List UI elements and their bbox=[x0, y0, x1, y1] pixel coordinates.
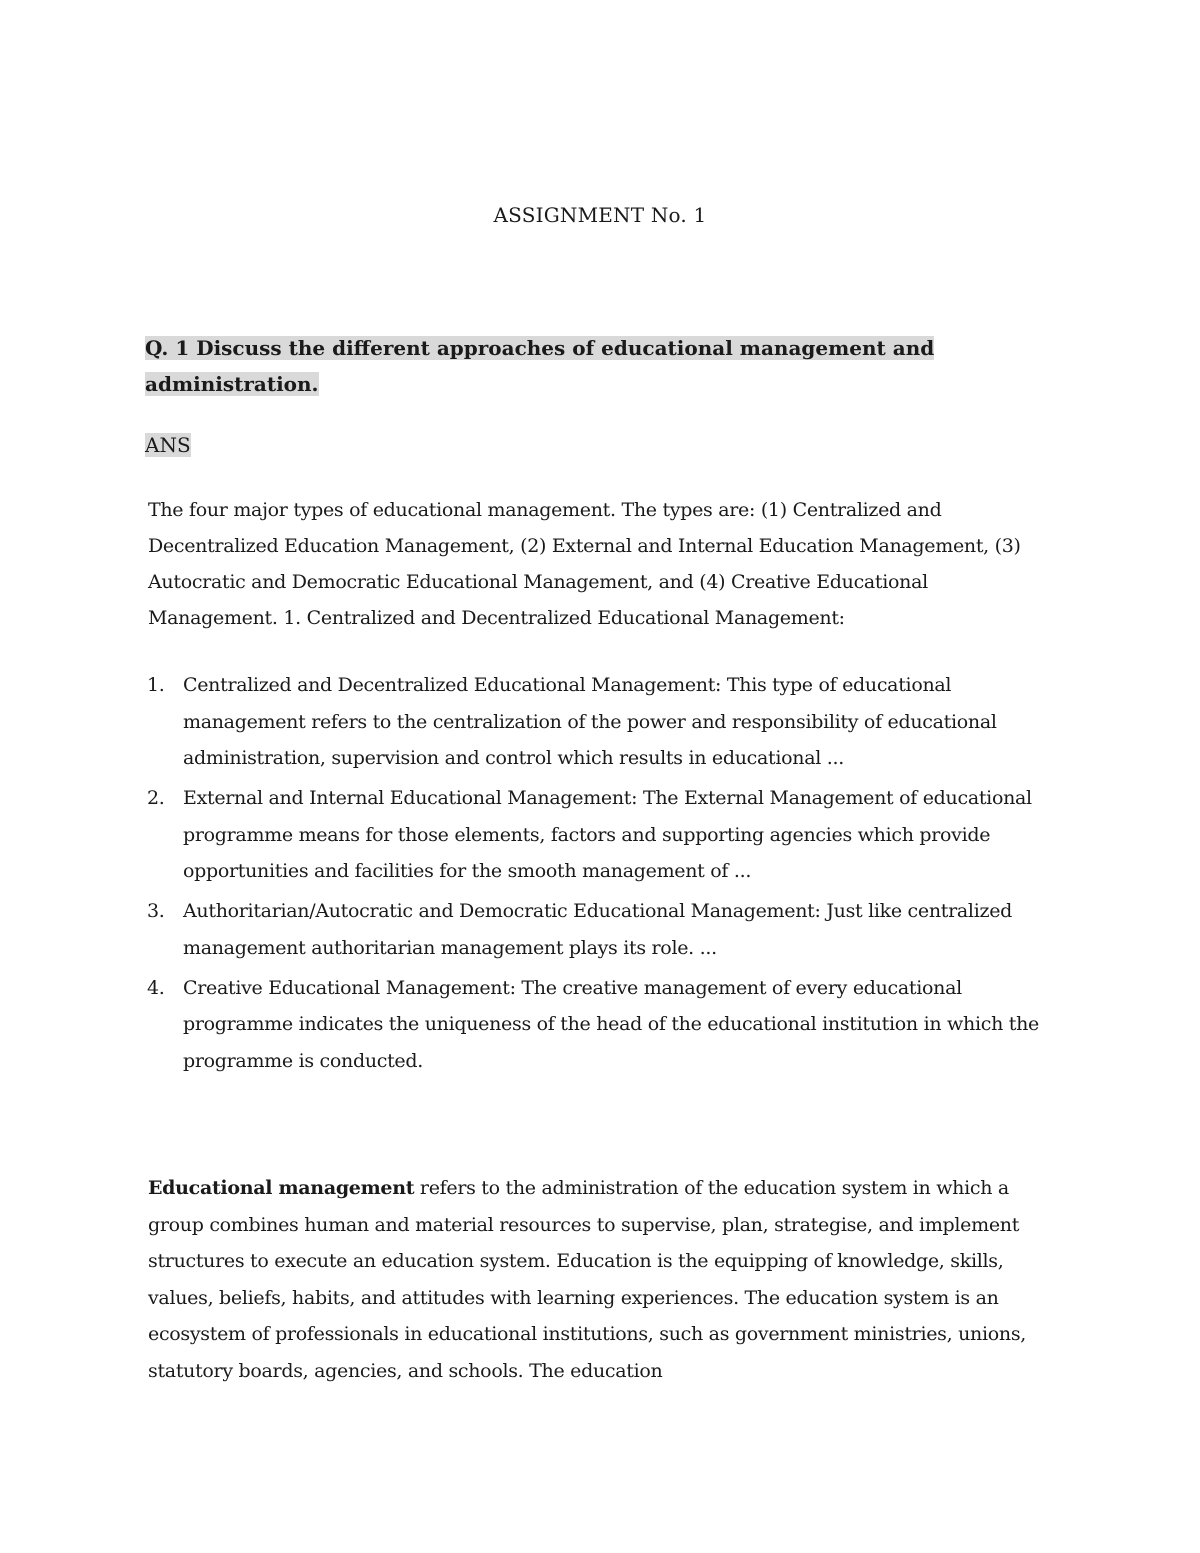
answer-label bbox=[145, 427, 191, 463]
list-item bbox=[145, 970, 1065, 1080]
list-item-text: Authoritarian/Autocratic and Democratic Educational Management: Just like centralized management authoritarian management plays its role. ... bbox=[183, 900, 1013, 959]
list-item-text: External and Internal Educational Management: The External Management of educational programme means for those elements, factors and supporting agencies which provide opportunities and facilities for the smooth management of ... bbox=[183, 787, 1032, 882]
definition-text: refers to the administration of the education system in which a group combines human and material resources to supervise, plan, strategise, and implement structures to execute an education system. Education is the equipping of knowledge, skills, values, beliefs, habits, and attitudes with learning experiences. The education system is an ecosystem of professionals in educational institutions, such as government ministries, unions, statutory boards, agencies, and schools. The education bbox=[148, 1177, 1027, 1382]
definition-paragraph bbox=[148, 1170, 1048, 1389]
question-line-2: administration. bbox=[145, 372, 319, 396]
question-heading bbox=[145, 330, 965, 402]
intro-paragraph: The four major types of educational management. The types are: (1) Centralized and Decentralized Education Management, (2) External and Internal Education Management, (3) Autocratic and Democratic Educational Management, and (4) Creative Educational Management. 1. Centralized and Decentralized Educational Management: bbox=[148, 499, 1021, 629]
list-item-number: 2. bbox=[147, 787, 165, 809]
question-line-1: Q. 1 Discuss the different approaches of educational management and bbox=[145, 336, 935, 360]
list-item-number: 3. bbox=[147, 900, 165, 922]
list-item bbox=[145, 893, 1065, 966]
answer-label-text: ANS bbox=[145, 433, 191, 457]
list-item-number: 1. bbox=[147, 674, 165, 696]
document-title: ASSIGNMENT No. 1 bbox=[493, 203, 707, 227]
list-item-text: Creative Educational Management: The creative management of every educational programme indicates the uniqueness of the head of the educational institution in which the programme is conducted. bbox=[183, 976, 1039, 1072]
list-item bbox=[145, 780, 1065, 890]
types-list bbox=[145, 667, 1065, 1083]
list-item-number: 4. bbox=[147, 976, 165, 999]
list-item bbox=[145, 667, 1065, 777]
list-item-text: Centralized and Decentralized Educational Management: This type of educational management refers to the centralization of the power and responsibility of educational administration, supervision and control which results in educational ... bbox=[183, 674, 997, 769]
definition-term: Educational management bbox=[148, 1177, 415, 1199]
